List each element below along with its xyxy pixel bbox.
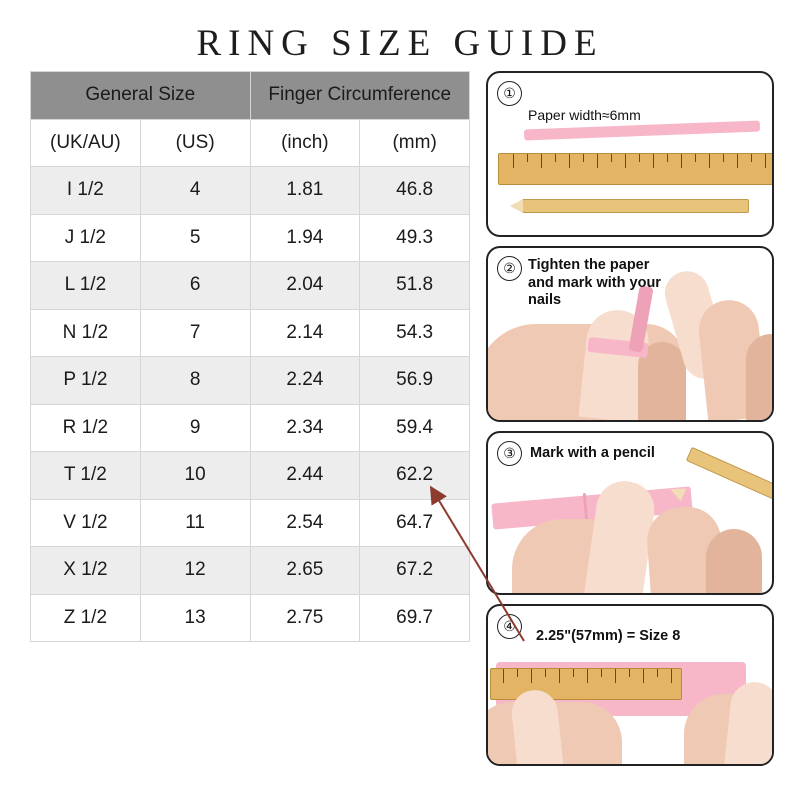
header-mm: (mm) xyxy=(360,119,470,167)
cell-us: 11 xyxy=(140,499,250,547)
steps-container xyxy=(486,71,774,766)
table-row xyxy=(31,547,470,595)
page-layout xyxy=(0,71,800,766)
cell-inch: 1.81 xyxy=(250,167,360,215)
step-panel-4 xyxy=(486,604,774,766)
table-body xyxy=(31,167,470,642)
table-row xyxy=(31,357,470,405)
cell-uk-au: P 1/2 xyxy=(31,357,141,405)
ruler-icon xyxy=(498,153,774,185)
cell-mm: 54.3 xyxy=(360,309,470,357)
step-number-1: ① xyxy=(497,81,522,106)
cell-us: 7 xyxy=(140,309,250,357)
header-finger-circumference: Finger Circumference xyxy=(250,72,470,120)
table-row xyxy=(31,452,470,500)
step-caption-3: Mark with a pencil xyxy=(530,445,655,461)
header-inch: (inch) xyxy=(250,119,360,167)
pencil-icon xyxy=(522,199,749,213)
step-number-3: ③ xyxy=(497,441,522,466)
cell-us: 12 xyxy=(140,547,250,595)
cell-mm: 69.7 xyxy=(360,594,470,642)
table-head xyxy=(31,72,470,167)
cell-mm: 56.9 xyxy=(360,357,470,405)
hand-illustration xyxy=(706,529,762,595)
cell-inch: 1.94 xyxy=(250,214,360,262)
cell-inch: 2.75 xyxy=(250,594,360,642)
table-row xyxy=(31,594,470,642)
cell-mm: 67.2 xyxy=(360,547,470,595)
cell-mm: 51.8 xyxy=(360,262,470,310)
cell-uk-au: V 1/2 xyxy=(31,499,141,547)
size-table-container xyxy=(30,71,470,766)
table-row xyxy=(31,262,470,310)
header-us: (US) xyxy=(140,119,250,167)
pencil-icon xyxy=(686,447,774,506)
cell-us: 4 xyxy=(140,167,250,215)
cell-uk-au: Z 1/2 xyxy=(31,594,141,642)
cell-inch: 2.24 xyxy=(250,357,360,405)
cell-inch: 2.65 xyxy=(250,547,360,595)
cell-mm: 62.2 xyxy=(360,452,470,500)
pencil-tip-icon xyxy=(510,199,523,213)
cell-uk-au: N 1/2 xyxy=(31,309,141,357)
cell-inch: 2.04 xyxy=(250,262,360,310)
cell-uk-au: I 1/2 xyxy=(31,167,141,215)
cell-uk-au: X 1/2 xyxy=(31,547,141,595)
table-row xyxy=(31,309,470,357)
cell-us: 13 xyxy=(140,594,250,642)
cell-mm: 46.8 xyxy=(360,167,470,215)
table-header-main-row xyxy=(31,72,470,120)
table-row xyxy=(31,214,470,262)
cell-uk-au: R 1/2 xyxy=(31,404,141,452)
step-number-2: ② xyxy=(497,256,522,281)
cell-inch: 2.54 xyxy=(250,499,360,547)
hand-illustration xyxy=(746,334,774,420)
cell-us: 5 xyxy=(140,214,250,262)
page-title: RING SIZE GUIDE xyxy=(196,23,604,64)
cell-uk-au: T 1/2 xyxy=(31,452,141,500)
cell-mm: 49.3 xyxy=(360,214,470,262)
step-caption-2: Tighten the paper and mark with your nails xyxy=(528,257,661,309)
header-general-size: General Size xyxy=(31,72,251,120)
cell-inch: 2.34 xyxy=(250,404,360,452)
cell-uk-au: L 1/2 xyxy=(31,262,141,310)
cell-mm: 64.7 xyxy=(360,499,470,547)
cell-mm: 59.4 xyxy=(360,404,470,452)
step-panel-1 xyxy=(486,71,774,237)
cell-us: 9 xyxy=(140,404,250,452)
table-row xyxy=(31,404,470,452)
cell-uk-au: J 1/2 xyxy=(31,214,141,262)
step-caption-1: Paper width≈6mm xyxy=(528,107,641,123)
step-panel-3 xyxy=(486,431,774,595)
cell-inch: 2.14 xyxy=(250,309,360,357)
ring-size-table xyxy=(30,71,470,642)
cell-us: 8 xyxy=(140,357,250,405)
step-number-4: ④ xyxy=(497,614,522,639)
table-row xyxy=(31,167,470,215)
table-header-sub-row xyxy=(31,119,470,167)
header-uk-au: (UK/AU) xyxy=(31,119,141,167)
table-row xyxy=(31,499,470,547)
cell-us: 10 xyxy=(140,452,250,500)
step-panel-2 xyxy=(486,246,774,422)
cell-inch: 2.44 xyxy=(250,452,360,500)
cell-us: 6 xyxy=(140,262,250,310)
step-caption-4: 2.25"(57mm) = Size 8 xyxy=(536,628,681,644)
